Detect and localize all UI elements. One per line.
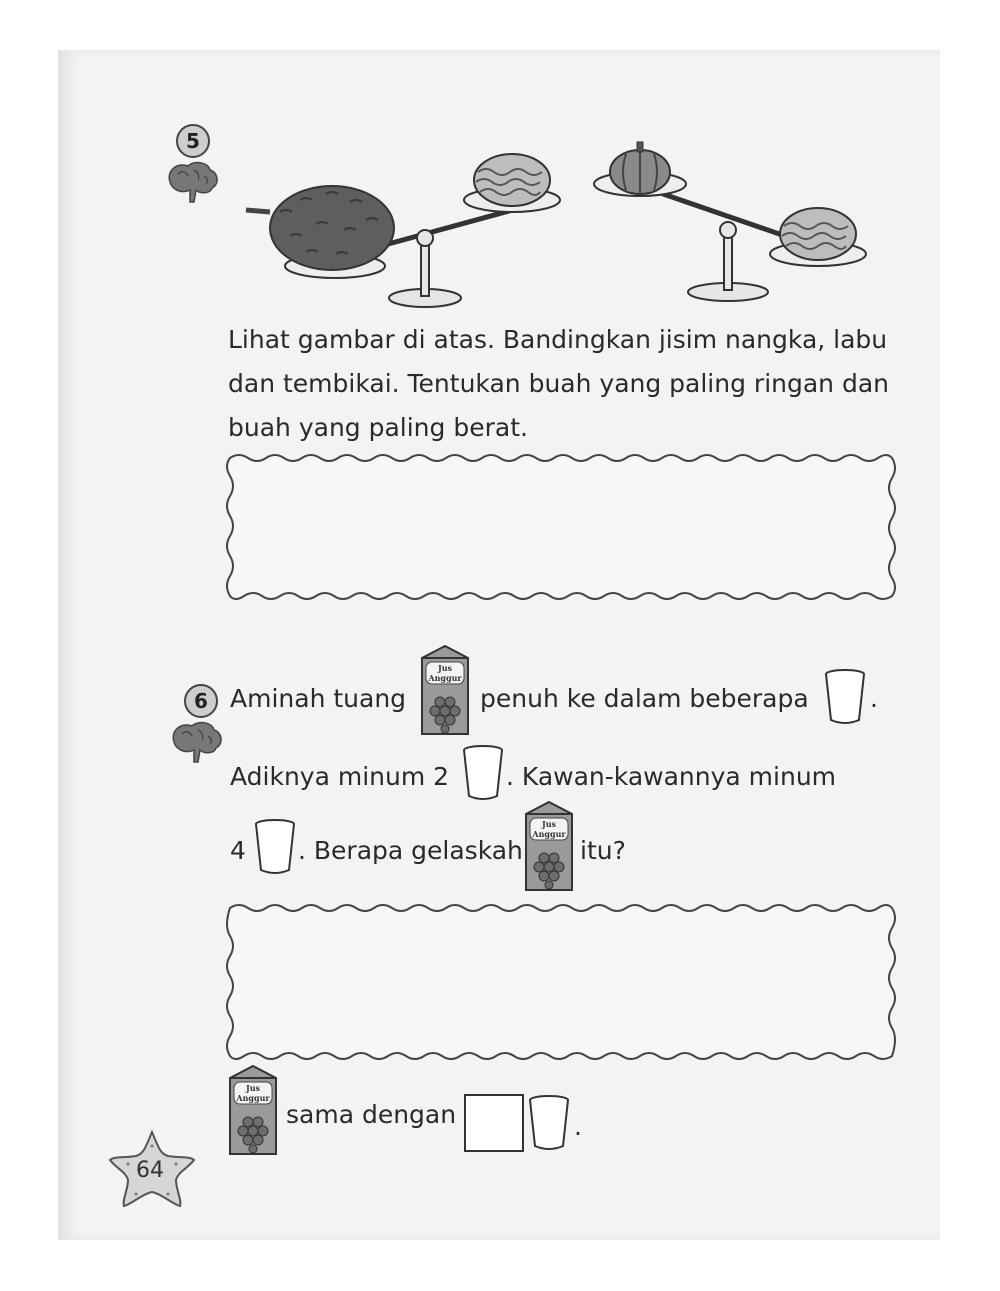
juice-carton-icon [522, 800, 576, 892]
juice-carton-icon [418, 644, 472, 736]
question-6-part-1: Aminah tuang [230, 684, 407, 713]
question-6-part-7: . Berapa gelaskah [298, 836, 523, 865]
question-6-part-3: . [870, 684, 878, 713]
question-6-number: 6 [184, 684, 218, 718]
question-6-part-5: . Kawan-kawannya minum [506, 762, 837, 791]
watermelon-icon [780, 208, 856, 260]
watermelon-icon [474, 154, 550, 206]
carton-label-anggur: Anggur [428, 673, 462, 683]
page-number: 64 [136, 1158, 164, 1183]
question-6-part-4: Adiknya minum 2 [230, 762, 450, 791]
pumpkin-icon [610, 142, 670, 194]
question-6-answer-box[interactable] [226, 902, 896, 1062]
carton-label-jus: Jus [541, 819, 557, 829]
glass-icon [822, 668, 868, 726]
juice-carton-icon [226, 1064, 280, 1156]
answer-blank-square[interactable] [464, 1094, 524, 1152]
question-5-number: 5 [176, 124, 210, 158]
carton-label-anggur: Anggur [236, 1093, 270, 1103]
question-5-line-2: dan tembikai. Tentukan buah yang paling ringan dan [228, 369, 889, 398]
question-6-part-6: 4 [230, 836, 246, 865]
question-5-answer-box[interactable] [226, 452, 896, 602]
brain-icon [168, 720, 224, 764]
scale-pumpkin-watermelon [590, 140, 880, 310]
carton-label-anggur: Anggur [532, 829, 566, 839]
scale-jackfruit-watermelon [240, 150, 570, 310]
glass-icon [526, 1094, 572, 1152]
carton-label-jus: Jus [245, 1083, 261, 1093]
glass-icon [460, 744, 506, 802]
carton-label-jus: Jus [437, 663, 453, 673]
question-6-part-8: itu? [580, 836, 626, 865]
jackfruit-icon [246, 186, 394, 270]
final-part-2: sama dengan [286, 1100, 457, 1129]
question-5-line-3: buah yang paling berat. [228, 413, 528, 442]
brain-icon [164, 160, 220, 204]
question-6-part-2: penuh ke dalam beberapa [480, 684, 809, 713]
final-part-3: . [574, 1112, 582, 1141]
glass-icon [252, 818, 298, 876]
question-5-line-1: Lihat gambar di atas. Bandingkan jisim nangka, labu [228, 325, 888, 354]
